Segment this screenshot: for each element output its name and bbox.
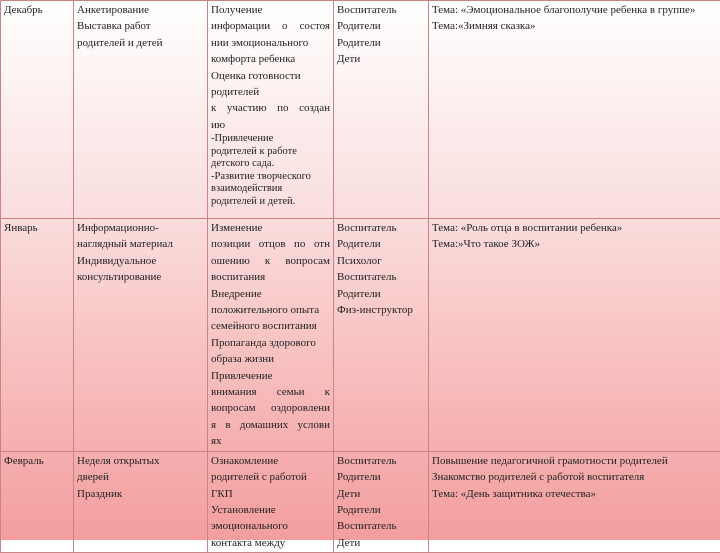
goal-line: образа жизни	[211, 351, 330, 367]
goals-cell	[208, 451, 334, 552]
forms-cell	[74, 219, 208, 452]
participant-line: Родители	[337, 18, 425, 34]
participant-line: Родители	[337, 236, 425, 252]
topic-line: Тема:»Что такое ЗОЖ»	[432, 236, 717, 252]
form-line: Праздник	[77, 486, 204, 502]
goal-line: внимания семьи к	[211, 384, 330, 400]
goal-line: эмоционального	[211, 518, 330, 534]
goal-line: Получение	[211, 2, 330, 18]
participant-line: Воспитатель	[337, 269, 425, 285]
goal-line: детского сада.	[211, 158, 330, 171]
participant-line: Воспитатель	[337, 518, 425, 534]
goal-line: Внедрение	[211, 286, 330, 302]
topic-line: Тема: «День защитника отечества»	[432, 486, 717, 502]
form-line: Выставка работ	[77, 18, 204, 34]
goal-line: родителей и детей.	[211, 196, 330, 209]
form-line: родителей и детей	[77, 35, 204, 51]
goal-line: -Привлечение	[211, 133, 330, 146]
goals-cell	[208, 1, 334, 219]
participant-line: Дети	[337, 535, 425, 551]
goal-line: контакта между	[211, 535, 330, 551]
form-line: наглядный материал	[77, 236, 204, 252]
goal-line: вопросам оздоровлени	[211, 400, 330, 416]
participant-line: Воспитатель	[337, 220, 425, 236]
month-label: Февраль	[4, 453, 70, 469]
goal-line: Изменение	[211, 220, 330, 236]
topic-line: Тема:«Зимняя сказка»	[432, 18, 717, 34]
goal-line: к участию по создан	[211, 100, 330, 116]
participant-line: Родители	[337, 469, 425, 485]
goal-line: Ознакомление	[211, 453, 330, 469]
forms-cell	[74, 451, 208, 552]
goal-line: положительного опыта	[211, 302, 330, 318]
month-label: Январь	[4, 220, 70, 236]
goal-line: Пропаганда здорового	[211, 335, 330, 351]
participants-cell	[334, 1, 429, 219]
forms-cell	[74, 1, 208, 219]
goal-line: нии эмоционального	[211, 35, 330, 51]
form-line: Индивидуальное	[77, 253, 204, 269]
topic-line: Тема: «Эмоциональное благополучие ребенка в группе»	[432, 2, 717, 18]
month-label: Декабрь	[4, 2, 70, 18]
goal-line: Установление	[211, 502, 330, 518]
form-line: дверей	[77, 469, 204, 485]
participants-cell	[334, 219, 429, 452]
goals-cell	[208, 219, 334, 452]
participant-line: Воспитатель	[337, 2, 425, 18]
form-line: Информационно-	[77, 220, 204, 236]
table-row	[1, 451, 720, 552]
goal-line: воспитания	[211, 269, 330, 285]
topics-cell	[429, 219, 720, 452]
participant-line: Воспитатель	[337, 453, 425, 469]
goal-line: ию	[211, 117, 330, 133]
form-line: консультирование	[77, 269, 204, 285]
participants-cell	[334, 451, 429, 552]
goal-line: -Развитие творческого	[211, 171, 330, 184]
participant-line: Дети	[337, 51, 425, 67]
topics-cell	[429, 451, 720, 552]
topic-line: Знакомство родителей с работой воспитателя	[432, 469, 717, 485]
goal-line: Оценка готовности	[211, 68, 330, 84]
goal-line: взаимодействия	[211, 183, 330, 196]
goal-line: семейного воспитания	[211, 318, 330, 334]
goal-line: ях	[211, 433, 330, 449]
participant-line: Родители	[337, 502, 425, 518]
topics-cell	[429, 1, 720, 219]
table-row	[1, 219, 720, 452]
topic-line: Тема: «Роль отца в воспитании ребенка»	[432, 220, 717, 236]
participant-line: Психолог	[337, 253, 425, 269]
goal-line: ошению к вопросам	[211, 253, 330, 269]
goal-line: информации о состоя	[211, 18, 330, 34]
goal-line: позиции отцов по отн	[211, 236, 330, 252]
topic-line: Повышение педагогичной грамотности родителей	[432, 453, 717, 469]
form-line: Неделя открытых	[77, 453, 204, 469]
participant-line: Дети	[337, 486, 425, 502]
goal-line: ГКП	[211, 486, 330, 502]
table-row	[1, 1, 720, 219]
participant-line: Родители	[337, 286, 425, 302]
month-cell	[1, 219, 74, 452]
month-cell	[1, 1, 74, 219]
month-cell	[1, 451, 74, 552]
form-line: Анкетирование	[77, 2, 204, 18]
participant-line: Родители	[337, 35, 425, 51]
goal-line: комфорта ребенка	[211, 51, 330, 67]
goal-line: родителей с работой	[211, 469, 330, 485]
goal-line: родителей	[211, 84, 330, 100]
goal-line: родителей к работе	[211, 146, 330, 159]
goal-line: Привлечение	[211, 368, 330, 384]
participant-line: Физ-инструктор	[337, 302, 425, 318]
goal-line: я в домашних услови	[211, 417, 330, 433]
